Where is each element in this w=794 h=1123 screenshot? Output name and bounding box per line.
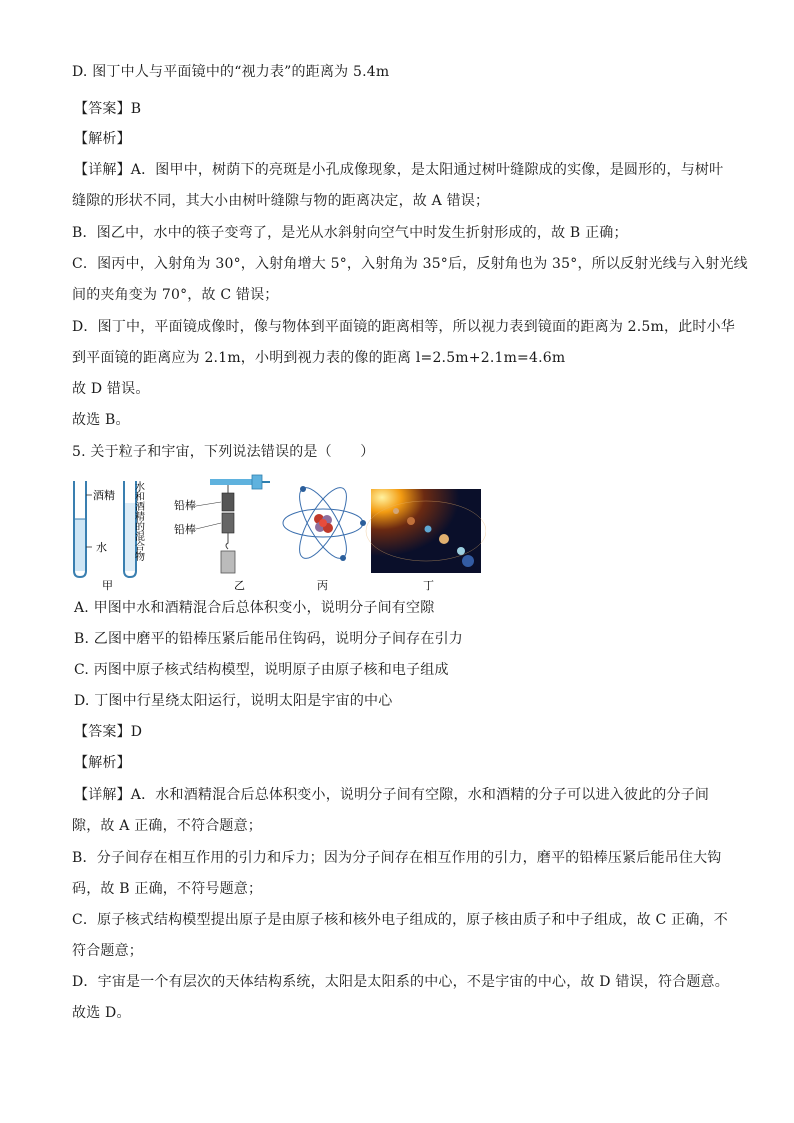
caption-jia: 甲 [102,579,113,591]
analysis-label: 【解析】 [74,131,131,147]
explain-line: 故 D 错误。 [72,381,150,397]
question-5: 5. 关于粒子和宇宙，下列说法错误的是（ ） [72,444,375,460]
label-alcohol: 酒精 [93,489,115,502]
explain-line: 码，故 B 正确，不符号题意； [72,881,263,897]
option-d-prev: D. 图丁中人与平面镜中的“视力表”的距离为 5.4m [72,64,390,80]
question-figure [66,473,486,591]
option-b: B. 乙图中磨平的铅棒压紧后能吊住钩码，说明分子间存在引力 [74,631,463,647]
answer-label: 【答案】D [74,724,143,740]
caption-ding: 丁 [423,579,434,591]
explain-line: B．图乙中，水中的筷子变弯了，是光从水斜射向空气中时发生折射形成的，故 B 正确； [72,225,628,241]
explain-line: 【详解】A．水和酒精混合后总体积变小，说明分子间有空隙，水和酒精的分子可以进入彼此的分子间 [74,787,710,803]
figure-yi [174,475,270,591]
figure-bing [283,481,366,591]
option-c: C. 丙图中原子核式结构模型，说明原子由原子核和电子组成 [74,662,449,678]
option-d: D. 丁图中行星绕太阳运行，说明太阳是宇宙的中心 [74,693,393,709]
analysis-label: 【解析】 [74,755,131,771]
explain-line: 到平面镜的距离应为 2.1m，小明到视力表的像的距离 l=2.5m+2.1m=4.6m [72,350,566,366]
explain-line: 隙，故 A 正确，不符合题意； [72,818,263,834]
caption-yi: 乙 [234,579,245,591]
explain-line: 间的夹角变为 70°，故 C 错误； [72,287,279,303]
explain-line: 缝隙的形状不同，其大小由树叶缝隙与物的距离决定，故 A 错误； [72,193,490,209]
explain-line: D．宇宙是一个有层次的天体结构系统，太阳是太阳系的中心，不是宇宙的中心，故 D 错误，符合题意。 [72,974,729,990]
explain-line: 符合题意； [72,943,143,959]
caption-bing: 丙 [317,579,328,591]
label-mixture: 水和酒精的混合物 [132,481,144,561]
label-rod-1: 铅棒 [174,499,196,512]
option-a: A. 甲图中水和酒精混合后总体积变小，说明分子间有空隙 [74,600,435,616]
choose-line: 故选 B。 [72,412,130,428]
explain-line: D．图丁中，平面镜成像时，像与物体到平面镜的距离相等，所以视力表到镜面的距离为 2.5m，此时小华 [72,319,736,335]
explain-line: 【详解】A．图甲中，树荫下的亮斑是小孔成像现象，是太阳通过树叶缝隙成的实像，是圆形的，与树叶 [74,162,724,178]
label-water: 水 [96,541,107,554]
label-rod-2: 铅棒 [174,523,196,536]
figure-ding [366,489,486,591]
choose-line: 故选 D。 [72,1005,131,1021]
answer-label: 【答案】B [74,101,142,117]
explain-line: C．原子核式结构模型提出原子是由原子核和核外电子组成的，原子核由质子和中子组成，故 C 正确，不 [72,912,728,928]
figure-jia [74,480,145,591]
explain-line: C．图丙中，入射角为 30°，入射角增大 5°，入射角为 35°后，反射角也为 35°，所以反射光线与入射光线 [72,256,748,272]
explain-line: B．分子间存在相互作用的引力和斥力；因为分子间存在相互作用的引力，磨平的铅棒压紧后能吊住大钩 [72,850,722,866]
